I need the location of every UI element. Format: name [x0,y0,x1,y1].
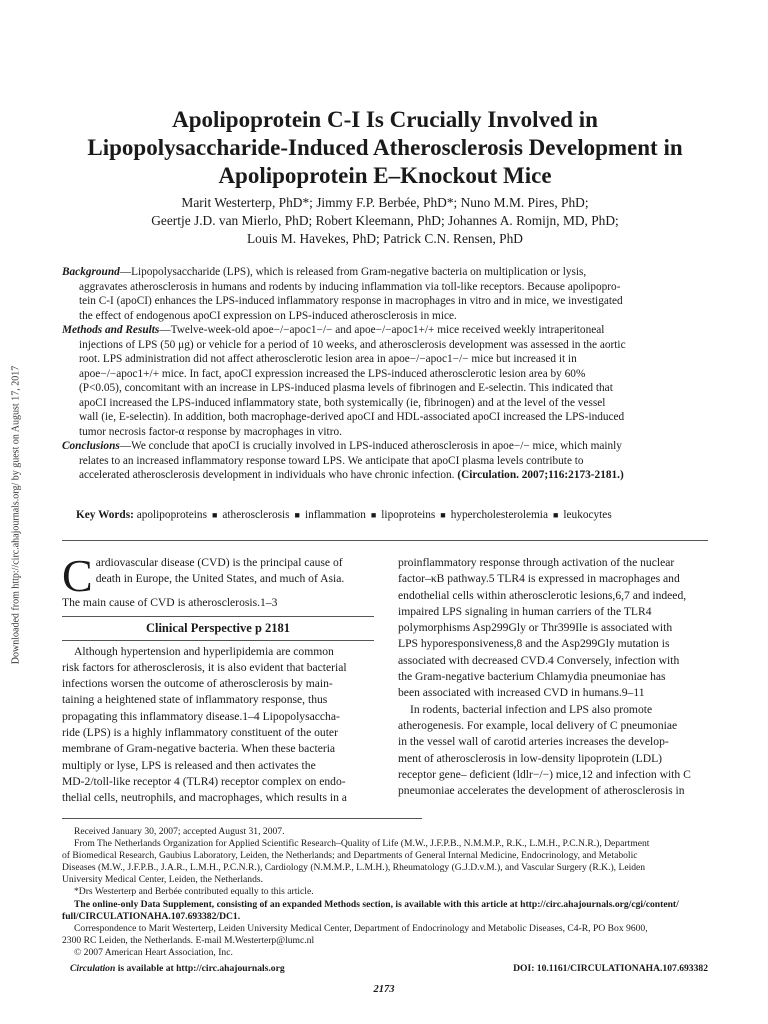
body-line: associated with decreased CVD.4 Conversely, infection with [398,653,680,667]
title-line: Lipopolysaccharide-Induced Atherosclerosis Development in [87,135,683,160]
keyword-separator: ■ [552,510,559,520]
right-column [398,555,710,799]
body-line: multiply or lyse, LPS is released and then activates the [62,758,316,772]
keyword: inflammation [304,509,366,521]
abstract-line: accelerated atherosclerosis development in individuals who have chronic infection. [79,469,455,481]
affiliation-line: From The Netherlands Organization for Applied Scientific Research–Quality of Life (M.W., J.F.P.B., N.M.M.P., R.K., L.M.H., P.C.N.R.), Department [74,838,650,850]
body-line: thelial cells, neutrophils, and macrophages, which results in a [62,791,347,805]
journal-name: Circulation [70,963,116,974]
keyword-separator: ■ [440,510,446,520]
body-line: ride (LPS) is a highly inflammatory constituent of the outer [62,726,338,740]
page-number: 2173 [373,984,395,995]
body-line: MD-2/toll-like receptor 4 (TLR4) receptor complex on endo- [62,774,346,788]
body-line: Although hypertension and hyperlipidemia are common [74,644,334,658]
body-line: membrane of Gram-negative bacteria. When these bacteria [62,742,336,756]
body-line: the Gram-negative bacterium Chlamydia pneumoniae has [398,670,666,684]
body-line: factor–κB pathway.5 TLR4 is expressed in macrophages and [398,572,680,586]
body-line: polymorphisms Asp299Gly or Thr399Ile is associated with [398,621,673,635]
abstract-line: the effect of endogenous apoCI expression on LPS-induced atherosclerosis in mice. [79,309,457,322]
journal-url-text: is available at http://circ.ahajournals.org [115,963,285,974]
keyword: atherosclerosis [222,509,290,521]
conclusions-label: Conclusions [62,440,120,452]
doi: DOI: 10.1161/CIRCULATIONAHA.107.693382 [513,963,708,974]
intro-paragraph [62,550,374,611]
keyword-separator: ■ [211,510,218,520]
body-line: pneumoniae accelerates the development of atherosclerosis in [398,784,685,798]
author-line: Marit Westerterp, PhD*; Jimmy F.P. Berbée, PhD*; Nuno M.M. Pires, PhD; [181,195,589,210]
title-line: Apolipoprotein E–Knockout Mice [218,163,552,188]
abstract-line: apoCI increased the LPS-induced inflammatory state, both systemically (ie, fibrinogen) and at the level of the vessel [79,396,606,409]
received-note: Received January 30, 2007; accepted August 31, 2007. [74,826,285,837]
body-line: infections worsen the outcome of atherosclerosis by main- [62,677,333,691]
abstract-line: tein C-I (apoCI) enhances the LPS-induced inflammatory response in macrophages in vitro and in mice, we investigated [79,295,623,307]
body-line: proinflammatory response through activation of the nuclear [398,556,675,569]
abstract-methods [62,323,708,439]
body-line: death in Europe, the United States, and much of Asia. [95,572,345,586]
body-line: endothelial cells within atherosclerotic lesions,6,7 and indeed, [398,588,687,602]
abstract [62,265,708,483]
body-line: in the vessel wall of carotid arteries increases the develop- [398,735,669,749]
abstract-line: (P<0.05), concomitant with an increase in LPS-induced plasma levels of fibrinogen and E-selectin. This indicated that [79,382,613,394]
correspondence-note: 2300 RC Leiden, the Netherlands. E-mail M.Westerterp@lumc.nl [62,934,315,946]
author-list [60,194,710,248]
clinical-perspective-box: Clinical Perspective p 2181 [62,616,374,640]
abstract-line: —Twelve-week-old apoe−/−apoc1−/− and apoe−/−apoc1+/+ mice received weekly intraperitoneal [159,324,605,336]
download-watermark-text: Downloaded from http://circ.ahajournals.org/ by guest on August 17, 2017 [10,365,22,665]
body-line: propagating this inflammatory disease.1–4 Lipopolysaccha- [62,709,340,723]
correspondence-note: Correspondence to Marit Westerterp, Leiden University Medical Center, Department of Endocrinology and Metabolic Diseases, C4-R, PO Box 9600, [74,922,648,934]
body-line: ment of atherosclerosis in low-density lipoprotein (LDL) [398,751,663,765]
body-paragraph [62,644,374,807]
title-line: Apolipoprotein C-I Is Crucially Involved in [172,107,598,132]
abstract-line: —We conclude that apoCI is crucially involved in LPS-induced atherosclerosis in apoe−/− mice, which mainly [119,440,622,452]
affiliation-line: University Medical Center, Leiden, the Netherlands. [62,874,264,886]
author-line: Geertje J.D. van Mierlo, PhD; Robert Kleemann, PhD; Johannes A. Romijn, MD, PhD; [151,213,619,228]
citation: (Circulation. 2007;116:2173-2181.) [457,469,624,481]
copyright-note: © 2007 American Heart Association, Inc. [74,946,233,958]
background-label: Background [62,266,120,278]
abstract-line: aggravates atherosclerosis in humans and rodents by inducing inflammation via toll-like receptors. Because apolipopro- [79,280,621,293]
body-line: impaired LPS signaling in human carriers of the TLR4 [398,604,652,618]
supplement-note: full/CIRCULATIONAHA.107.693382/DC1. [62,910,241,922]
abstract-conclusions [62,439,708,483]
abstract-line: relates to an increased inflammatory response toward LPS. We anticipate that apoCI plasma levels contribute to [79,454,584,467]
body-line: ardiovascular disease (CVD) is the principal cause of [95,556,343,569]
body-line: The main cause of CVD is atherosclerosis.1–3 [62,596,278,609]
journal-availability [70,963,285,974]
footnotes [62,826,712,959]
left-column [62,550,374,807]
keyword-separator: ■ [294,510,300,520]
keywords [76,509,716,521]
keywords-label: Key Words: [76,509,134,521]
footnote-divider [62,818,422,819]
dropcap: C [62,550,93,601]
keyword: lipoproteins [381,509,436,521]
abstract-line: —Lipopolysaccharide (LPS), which is released from Gram-negative bacteria on multiplication or lysis, [119,266,587,278]
divider [62,540,708,541]
body-line: atherogenesis. For example, local delivery of C pneumoniae [398,718,678,732]
abstract-line: injections of LPS (50 μg) or vehicle for a period of 10 weeks, and atherosclerosis development was assessed in the aortic [79,338,626,351]
affiliation-line: Diseases (M.W., J.F.P.B., J.A.R., L.M.H., P.C.N.R.), Cardiology (N.M.M.P., L.M.H.), Rheumatology (G.J.D.v.M.), and Vascular Surgery (R.K.), Leiden [62,862,646,874]
body-line: In rodents, bacterial infection and LPS also promote [410,702,653,716]
equal-contribution-note: *Drs Westerterp and Berbée contributed equally to this article. [74,886,314,898]
download-watermark [6,350,26,680]
body-line: taining a heightened state of inflammatory response, thus [62,693,328,707]
body-line: receptor gene– deficient (ldlr−/−) mice,12 and infection with C [398,767,691,781]
keyword-separator: ■ [370,510,377,520]
body-line: been associated with increased CVD in humans.9–11 [398,686,645,700]
keyword: apolipoproteins [136,509,207,521]
body-paragraph [398,702,710,800]
affiliation-line: of Biomedical Research, Gaubius Laboratory, Leiden, the Netherlands; and Departments of General Internal Medicine, Endocrinology, and Metabolic [62,850,638,862]
methods-label: Methods and Results [62,324,160,336]
keyword: hypercholesterolemia [450,509,548,521]
abstract-line: tumor necrosis factor-α response by macrophages in vitro. [79,425,342,438]
body-line: LPS hyporesponsiveness,8 and the Asp299Gly mutation is [398,637,670,651]
body-line: risk factors for atherosclerosis, it is also evident that bacterial [62,660,347,674]
abstract-line: wall (ie, E-selectin). In addition, both macrophage-derived apoCI and HDL-associated apoCI increased the LPS-induced [79,411,625,423]
keyword: leukocytes [563,509,612,521]
abstract-line: apoe−/−apoc1+/+ mice. In fact, apoCI expression increased the LPS-induced atherosclerotic lesion area by 60% [79,367,586,380]
abstract-line: root. LPS administration did not affect atherosclerotic lesion area in apoe−/−apoc1−/− mice but increased it in [79,353,577,365]
supplement-note: The online-only Data Supplement, consisting of an expanded Methods section, is available with this article at http://circ.ahajournals.org/cgi/content/ [74,898,679,910]
abstract-background [62,265,708,323]
body-paragraph [398,555,710,702]
article-title [60,106,710,190]
author-line: Louis M. Havekes, PhD; Patrick C.N. Rensen, PhD [247,231,523,246]
